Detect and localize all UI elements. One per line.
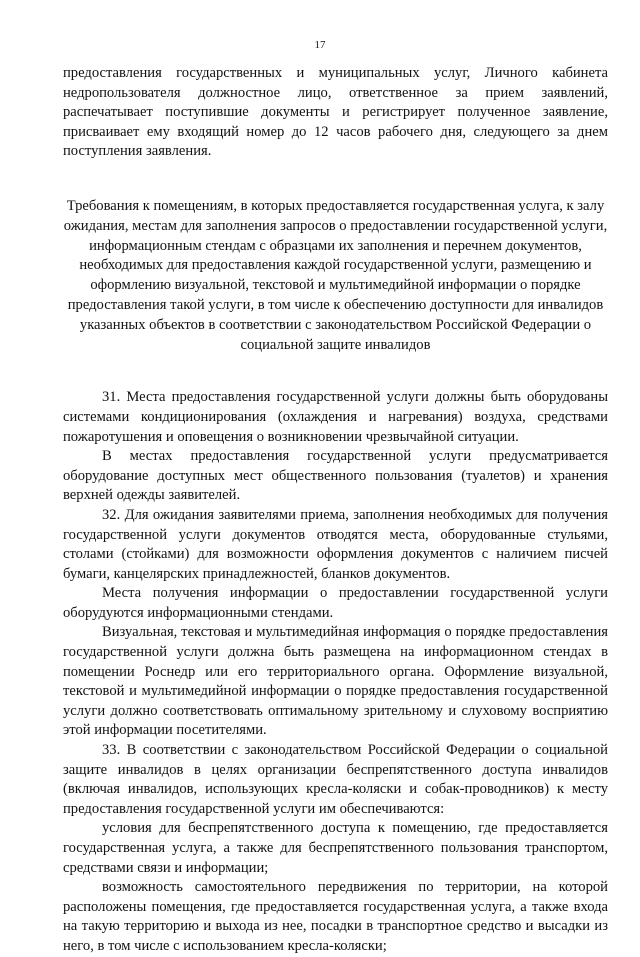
paragraph-32-visual-info: Визуальная, текстовая и мультимедийная информация о порядке предоставления государственной услуги должна быть размещена на информационном стендах в помещении Роснедр или его территориального органа. Оформление визуальной, текстовой и мультимедийной информации о порядке предоставления государственной услуги должно соответствовать оптимальному зрительному и слуховому восприятию этой информации посетителями. xyxy=(63,624,608,739)
section-heading: Требования к помещениям, в которых предоставляется государственная услуга, к залу ожидания, местам для заполнения запросов о предоставлении государственной услуги, информационным стендам с образцами их заполнения и перечнем документов, необходимых для предоставления каждой государственной услуги, размещению и оформлению визуальной, текстовой и мультимедийной информации о порядке предоставления такой услуги, в том числе к обеспечению доступности для инвалидов указанных объектов в соответствии с законодательством Российской Федерации о социальной защите инвалидов xyxy=(63,197,608,353)
paragraph-32-stands: Места получения информации о предоставлении государственной услуги оборудуются информационными стендами. xyxy=(63,585,608,621)
paragraph-33-access-conditions: условия для беспрепятственного доступа к помещению, где предоставляется государственная услуга, а также для беспрепятственного пользования транспортом, средствами связи и информации; xyxy=(63,820,608,876)
paragraph-32: 32. Для ожидания заявителями приема, заполнения необходимых для получения государственной услуги документов отводятся места, оборудованные стульями, столами (стойками) для возможности оформления документов с наличием писчей бумаги, канцелярских принадлежностей, бланков документов. xyxy=(63,506,608,582)
paragraph-continuation: предоставления государственных и муниципальных услуг, Личного кабинета недропользователя должностное лицо, ответственное за прием заявлений, распечатывает поступившие документы и регистрирует полученное заявление, присваивает ему входящий номер до 12 часов рабочего дня, следующего за днем поступления заявления. xyxy=(63,65,608,160)
paragraph-33-movement: возможность самостоятельного передвижения по территории, на которой расположены помещения, где предоставляется государственная услуга, а также входа на такую территорию и выхода из нее, посадки в транспортное средство и высадки из него, в том числе с использованием кресла-коляски; xyxy=(63,879,608,954)
page-number: 17 xyxy=(314,39,326,51)
paragraph-31-toilets: В местах предоставления государственной услуги предусматривается оборудование доступных мест общественного пользования (туалетов) и хранения верхней одежды заявителей. xyxy=(63,448,608,504)
paragraph-31: 31. Места предоставления государственной услуги должны быть оборудованы системами кондиционирования (охлаждения и нагревания) воздуха, средствами пожаротушения и оповещения о возникновении чрезвычайной ситуации. xyxy=(63,389,608,445)
paragraph-33: 33. В соответствии с законодательством Российской Федерации о социальной защите инвалидов в целях организации беспрепятственного доступа инвалидов (включая инвалидов, использующих кресла-коляски и собак-проводников) к месту предоставления государственной услуги им обеспечиваются: xyxy=(63,742,608,817)
document-body xyxy=(63,64,608,957)
